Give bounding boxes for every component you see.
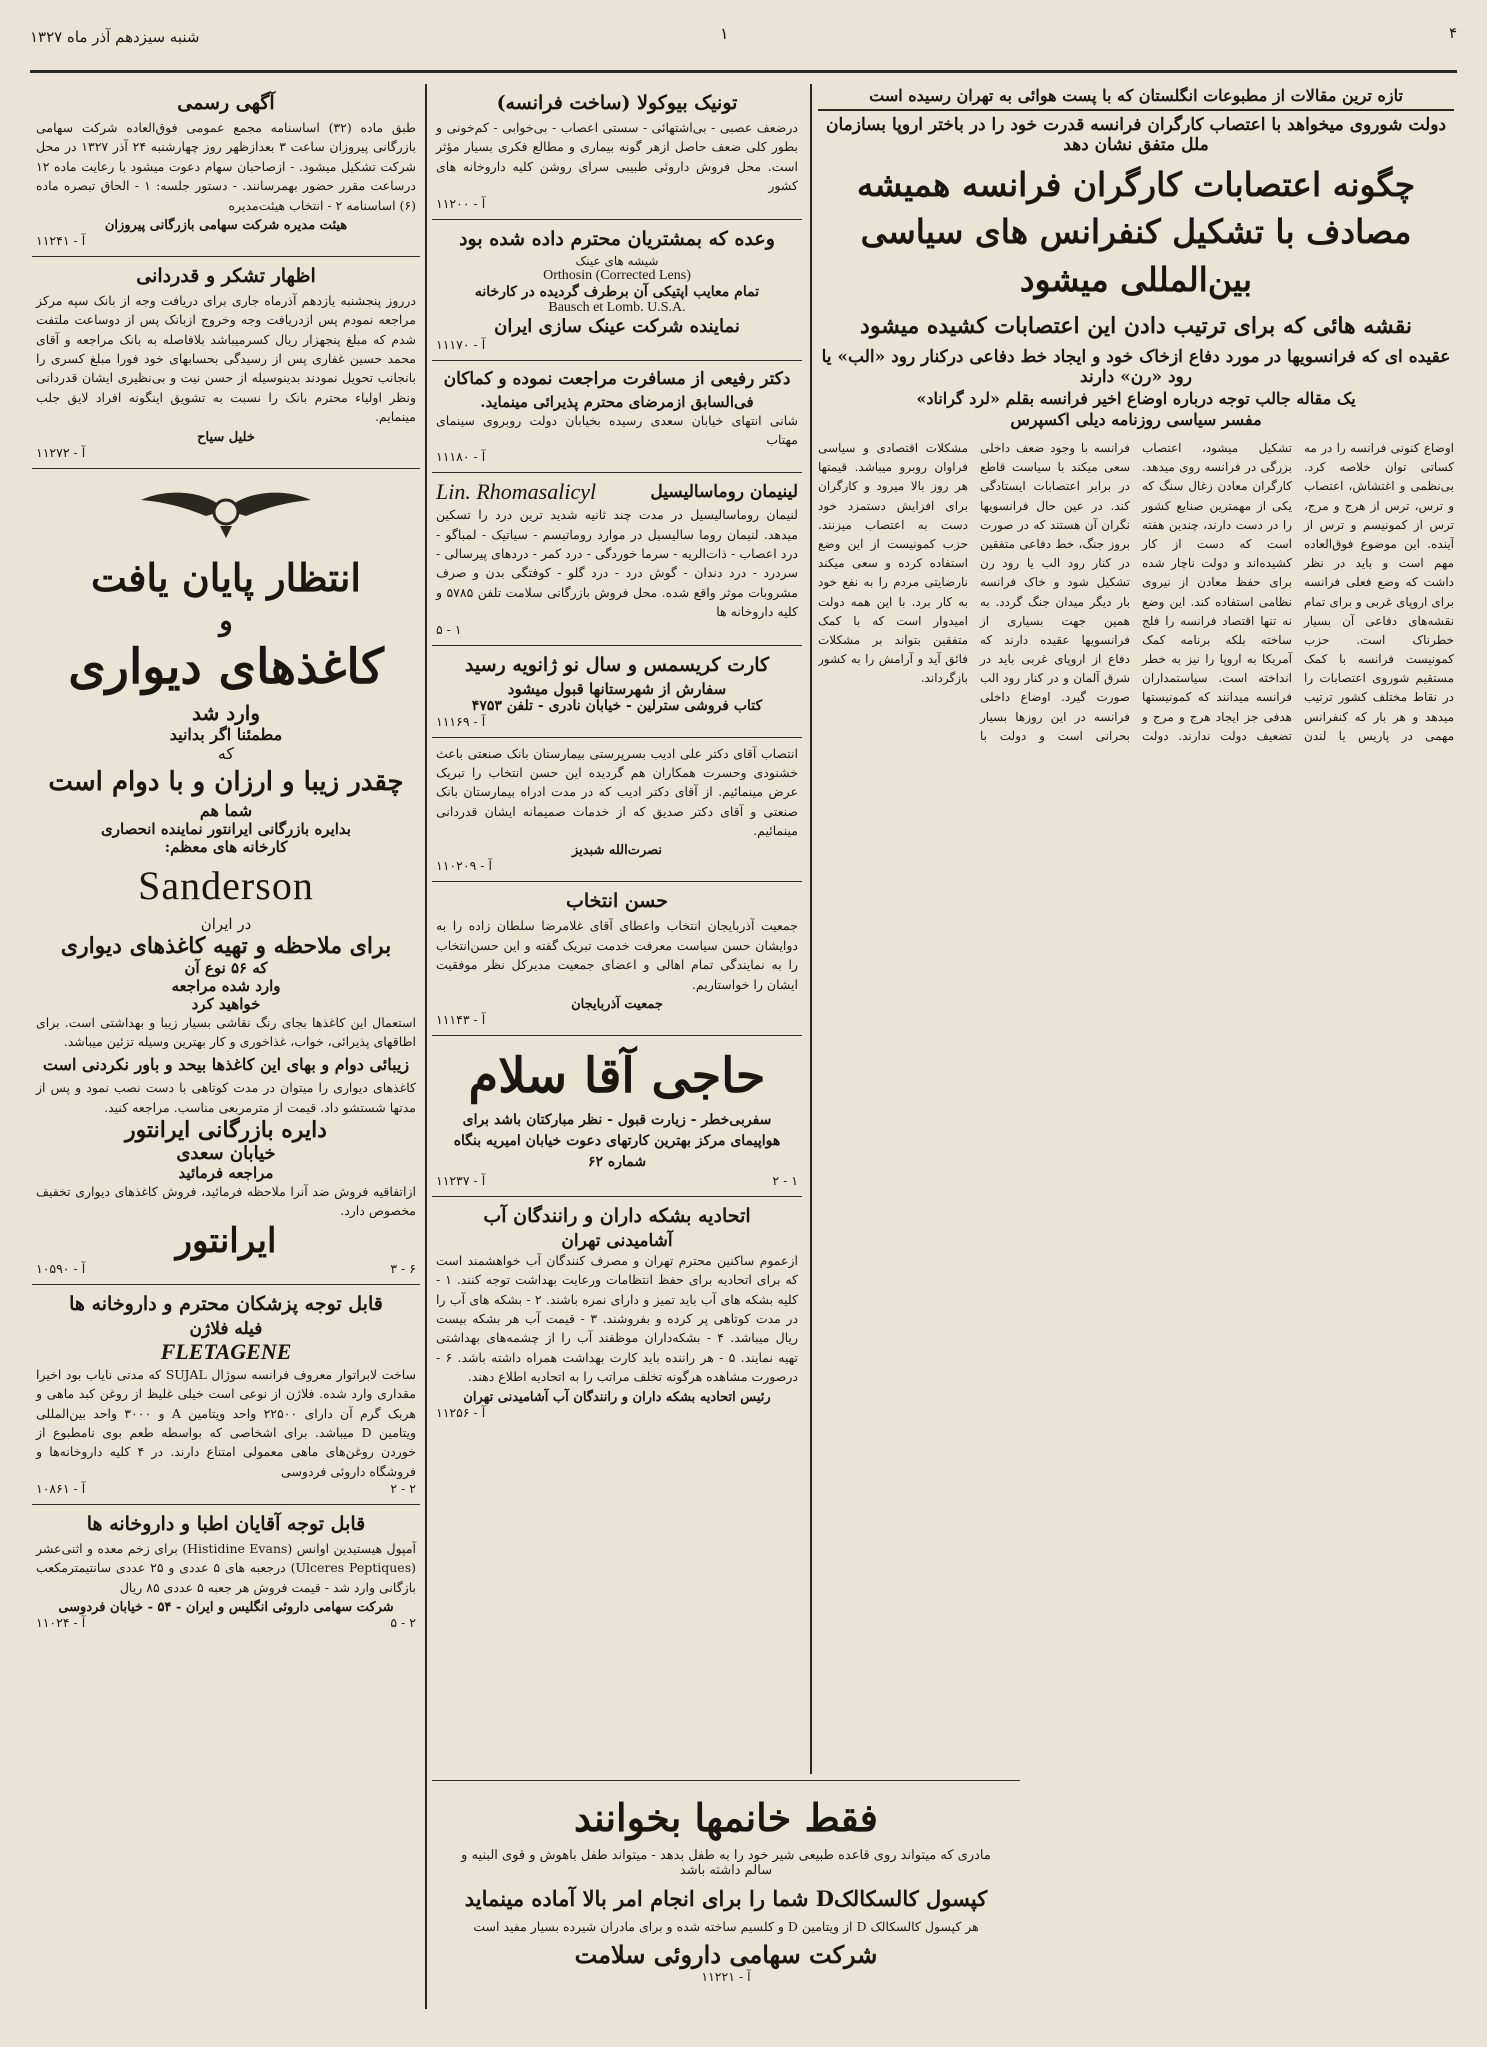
thanks-title: اظهار تشکر و قدردانی: [136, 264, 316, 287]
thanks-code: آ - ۱۱۲۷۲: [36, 444, 86, 460]
wallpaper-line6: که: [217, 743, 235, 763]
mothers-line: کپسول کالسکالکD شما را برای انجام امر بالا آماده مینماید: [464, 1886, 988, 1911]
lens-code: آ - ۱۱۱۷۰: [436, 336, 486, 352]
mothers-company: شرکت سهامی داروئی سلامت: [574, 1940, 878, 1969]
page-header: [30, 24, 1457, 64]
kicker-rule: [818, 109, 1454, 111]
water-ad: [432, 1197, 802, 1428]
doctor-title: دکتر رفیعی از مسافرت مراجعت نموده و کماکان: [443, 368, 791, 389]
wallpaper-line10: کارخانه های معظم:: [164, 837, 288, 856]
election-signature: جمعیت آذربایجان: [571, 996, 663, 1012]
fletagene-ad: [32, 1285, 420, 1505]
wallpaper-line9: بدایره بازرگانی ایرانتور نماینده انحصاری: [101, 819, 351, 838]
rhoma-body: لنیمان روماسالیسیل در مدت چند ثانیه شدید ترین درد را تسکین میدهد. لنیمان روما سالیسیل در موارد روماتیسم - سیاتیک - لمباگو - درد اعصاب - ذات‌الریه - سرما خوردگی - درد کمر - دردهای پیرسالی - سردرد - درد دندان - گوش درد - درد گلو - کوفتگی بدن و صرف مشروبات موثر واقع شده. محل فروش بازرگانی سلامت تلفن ۵۷۸۵ و کلیه داروخانه ها: [436, 507, 798, 620]
fletagene-title: قابل توجه پزشکان محترم و داروخانه ها: [69, 1292, 383, 1315]
column-rule-2: [810, 84, 812, 1774]
cards-line: سفارش از شهرستانها قبول میشود: [507, 679, 727, 698]
wallpaper-line4: وارد شد: [192, 700, 260, 725]
notice-ad: [32, 84, 420, 257]
cards-title: کارت کریسمس و سال نو ژانویه رسید: [464, 653, 770, 676]
wallpaper-body: استعمال این کاغذها بجای رنگ نقاشی بسیار زیبا و بهداشتی است. برای اطاقهای پذیرائی، خواب، غذاخوری و کار بهترین وسیله تزئین میباشد.: [36, 1014, 416, 1049]
wallpaper-line13: که ۵۶ نوع آن: [184, 958, 268, 977]
wallpaper-line8: شما هم: [199, 800, 253, 820]
water-code: آ - ۱۱۲۵۶: [436, 1404, 486, 1420]
election-title: حسن انتخاب: [565, 890, 668, 913]
wallpaper-body2: کاغذهای دیواری را میتوان در مدت کوتاهی با دست نصب نمود و پس از مدتها شستشو داد. قیمت از مترمربعی مناسب. مراجعه کنید.: [36, 1080, 416, 1115]
lens-sub: شیشه های عینک: [575, 253, 659, 268]
cards-code: آ - ۱۱۱۶۹: [436, 713, 486, 729]
wallpaper-line5: مطمئنا اگر بدانید: [169, 724, 283, 744]
water-body: ازعموم ساکنین محترم تهران و مصرف کنندگان آب خواهشمند است که برای اتحادیه برای حفظ انتظامات ورعایت بهداشت توجه کنند. ۱ - کلیه بشکه های آب باید تمیز و دارای نمره باشند. ۲ - بشکه های آب را در مدت کوتاهی پر کرده و بفروشند. ۳ - قیمت آب هر بشکه بیست ریال میباشد. ۴ - بشکه‌داران موظفند آب را از چشمه‌های بهداشتی تهیه نمایند. ۵ - هر راننده باید کارت بهداشت همراه داشته باشد. ۶ - درصورت مشاهده هرگونه تخلف مراتب را به اتحادیه اطلاع دهند.: [436, 1252, 799, 1385]
fletagene-brand: FLETAGENE: [160, 1338, 292, 1364]
cards-body: کتاب فروشی سترلین - خیابان نادری - تلفن ۴۷۵۳: [471, 697, 763, 714]
article-headline: چگونه اعتصابات کارگران فرانسه همیشه مصادف با تشکیل کنفرانس های سیاسی بین‌المللی میشود: [856, 164, 1416, 300]
wallpaper-line11: در ایران: [200, 914, 252, 933]
notice-signature: هیئت مدیره شرکت سهامی بازرگانی پیروزان: [104, 217, 348, 233]
election-code: آ - ۱۱۱۴۳: [436, 1011, 486, 1027]
tonic-ad: [432, 84, 802, 220]
lens-ad: [432, 220, 802, 361]
haji-code: آ - ۱۱۲۳۷: [436, 1172, 486, 1188]
notice-body: طبق ماده (۳۲) اساسنامه مجمع عمومی فوق‌العاده شرکت سهامی بازرگانی پیروزان ساعت ۳ بعدازظهر روز چهارشنبه ۲۴ آذر ۱۳۲۷ در محل شرکت تشکیل میشود. - ازصاحبان سهام دعوت میشود با رعایت ماده ۱۲ درساعت مقرر حضور بهمرسانند. - دستور جلسه: ۱ - الحاق تبصره ماده (۶) اساسنامه ۲ - انتخاب هیئت‌مدیره: [36, 120, 417, 213]
election-body: جمعیت آذربایجان انتخاب واعطای آقای غلامرضا سلطان زاده را به دوایشان حسن سیاست معرفت خدمت تبریک گفته و این حسن‌انتخاب را به نمایندگی تمام اهالی و اعضای جمعیت مدیرکل نظر موفقیت ایشان را خواستاریم.: [436, 918, 798, 992]
notice2-body: انتصاب آقای دکتر علی ادیب بسرپرستی بیمارستان بانک صنعتی باعث خشنودی وحسرت همکاران هم گردیده این حسن انتخاب را تبریک عرض مینمائیم. از آقای دکتر ادیب که در مدت ادراه بیمارستان بانک صنعتی و آقای دکتر صدیق که از خدمات صمیمانه ایشان قدردانی مینمائیم.: [436, 745, 798, 838]
wallpaper-line19: مراجعه فرمائید: [178, 1164, 274, 1182]
tonic-code: آ - ۱۱۲۰۰: [436, 195, 486, 211]
wallpaper-code: آ - ۱۰۵۹۰: [36, 1260, 86, 1276]
wallpaper-body3: ازاتفاقیه فروش ضد آنرا ملاحظه فرمائید، فروش کاغذهای دیواری تخفیف مخصوص دارد.: [36, 1184, 416, 1219]
article-note: یک مقاله جالب توجه درباره اوضاع اخیر فرانسه بقلم «لرد گراناد»: [916, 389, 1356, 409]
article-sub2: عقیده ای که فرانسویها در مورد دفاع ازخاک خود و ایجاد خط دفاعی درکنار رود «الب» یا رود «رن» دارند: [821, 347, 1451, 388]
election-ad: [432, 882, 802, 1036]
article-kicker: تازه ترین مقالات از مطبوعات انگلستان که با پست هوائی به تهران رسیده است: [869, 86, 1403, 105]
page-number-right: ۴: [1448, 24, 1457, 42]
lens-title: وعده که بمشتریان محترم داده شده بود: [459, 227, 775, 250]
rhoma-title: لینیمان روماسالیسیل: [650, 482, 798, 503]
notice2-code: آ - ۱۱۰۲۰۹: [436, 858, 492, 874]
main-article-column: [818, 84, 1454, 2009]
notice-code: آ - ۱۱۲۴۱: [36, 232, 86, 248]
mothers-ad: [432, 1780, 1020, 2011]
notice2-ad: [432, 738, 802, 883]
ads-column-left: [32, 84, 420, 2009]
header-rule: [30, 70, 1457, 73]
tonic-body: درضعف عصبی - بی‌اشتهائی - سستی اعصاب - بی‌خوابی - کم‌خونی و بطور کلی ضعف حاصل ازهر گونه بیماری و مطالع فکری بسیار مؤثر است. محل فروش داروئی طبیبی سرای روشن کلیه داروخانه های کشور: [436, 120, 798, 194]
lens-rep: نماینده شرکت عینک سازی ایران: [494, 315, 740, 337]
sanderson-brand: Sanderson: [138, 862, 314, 908]
histidine-code2: ۵ - ۲: [390, 1615, 416, 1631]
water-title: اتحادیه بشکه داران و رانندگان آب: [483, 1204, 751, 1227]
haji-ad: [432, 1036, 802, 1197]
thanks-body: درروز پنجشنبه یازدهم آذرماه جاری برای دریافت وجه از بانک سپه مرکز مراجعه نمودم پس ازدریافت وجه وخروج ازبانک پس از دوساعت ملتفت شدم که مبلغ پنجهزار ریال کسرمیباشد بلافاصله به بانک مراجعه و آقای محمد حسین غفاری پس از رسیدگی بحسابهای خود فورا مبلغ کسری را بانجانب تحویل نمودند بدینوسیله از حسن نیت و بی‌نظیری ایشان قدردانی ونظر اولیاء محترم بانک را نسبت به تشویق اینگونه افراد لایق جلب مینمایم.: [36, 292, 416, 425]
wallpaper-ad: [32, 469, 420, 1285]
thanks-ad: [32, 257, 420, 469]
mothers-code: آ - ۱۱۲۲۱: [701, 1969, 751, 1984]
wallpaper-line7: چقدر زیبا و ارزان و با دوام است: [48, 766, 404, 797]
mothers-body2: هر کپسول کالسکالک D از ویتامین D و کلسیم ساخته شده و برای مادران شیرده بسیار مفید است: [473, 1919, 979, 1934]
wallpaper-line2: و: [219, 603, 233, 637]
rhoma-latin: Lin. Rhomasalicyl: [436, 479, 597, 505]
haji-code2: ۲ - ۱: [772, 1172, 798, 1188]
wallpaper-line1: انتظار پایان یافت: [90, 554, 361, 600]
wallpaper-code2: ۳ - ۶: [390, 1260, 416, 1276]
notice2-signature: نصرت‌الله شبدیز: [571, 843, 663, 859]
fletagene-subtitle: فیله فلاژن: [189, 1318, 263, 1339]
doctor-code: آ - ۱۱۱۸۰: [436, 449, 486, 465]
issue-date: شنبه سیزدهم آذر ماه ۱۳۲۷: [30, 28, 200, 46]
wallpaper-line20: ایرانتور: [175, 1220, 277, 1261]
haji-title: حاجی آقا سلام: [468, 1047, 766, 1104]
fletagene-body: ساخت لابراتوار معروف فرانسه سوژال SUJAL که مدتی نایاب بود اخیرا مقداری وارد شده. فلاژن از نوعی است خیلی غلیظ از روغن کبد ماهی و هربک گرم آن دارای ۲۲۵۰۰ واحد ویتامین A و ۳۰۰۰ واحد بین‌المللی ویتامین D میباشد. برای اشخاصی که بواسطه طعم بوی نامطبوع از خوردن روغن‌های ماهی معمولی امتناع دارند. در ۴ کلیه داروخانه‌ها و فروشگاه داروئی فردوسی: [36, 1366, 417, 1479]
doctor-ad: [432, 361, 802, 474]
fletagene-code: آ - ۱۰۸۶۱: [36, 1481, 86, 1496]
histidine-body: آمپول هیستیدین اوانس (Histidine Evans) برای زخم معده و اثنی‌عشر (Ulceres Peptiques) درجعبه های ۵ عددی و ۲۵ عددی سانتیمترمکعب بازگانی وارد شد - قیمت فروش هر جعبه ۵ عددی ۸۵ ریال: [36, 1541, 417, 1595]
lens-latin1: Orthosin (Corrected Lens): [543, 267, 691, 283]
water-signature: رئیس اتحادیه بشکه داران و رانندگان آب آشامیدنی تهران: [463, 1389, 771, 1405]
article-intro: دولت شوروی میخواهد با اعتصاب کارگران فرانسه قدرت خود را در باختر اروپا بسازمان ملل متفق نشان دهد: [825, 114, 1447, 155]
haji-body: سفربی‌خطر - زیارت قبول - نظر مبارکتان باشد برای هواپیمای مرکز بهترین کارتهای دعوت خیابان امیریه بنگاه شماره ۶۲: [453, 1111, 781, 1170]
doctor-line: فی‌السابق ازمرضای محترم پذیرائی مینماید.: [480, 392, 754, 411]
lens-latin2: Bausch et Lomb. U.S.A.: [548, 299, 686, 315]
article-body: اوضاع کنونی فرانسه را در مه کساتی توان خلاصه کرد. بی‌نظمی و اغتشاش، اعتصاب و ترس، ترس از هرج و مرج، ترس از کمونیسم و ترس از آینده. این موضوع فوق‌العاده مهم است و باید در نظر داشت که وضع فعلی فرانسه برای اروپای غربی و برای تمام نقشه‌های دفاعی آن بسیار خطرناک است. حزب کمونیست فرانسه با کمک مستقیم شوروی اعتصابات را در نقاط مختلف کشور ترتیب میدهد و هر بار که کنفرانس مهمی در پاریس یا لندن تشکیل میشود، اعتصاب بزرگی در فرانسه روی میدهد. کارگران معادن زغال سنگ که یکی از مهمترین صنایع کشور را در دست دارند، چندین هفته است که دست از کار کشیده‌اند و دولت ناچار شده برای حفظ معادن از نیروی نظامی استفاده کند. این وضع نه تنها اقتصاد فرانسه را فلج ساخته بلکه برنامه کمک آمریکا به اروپا را نیز به خطر انداخته است. سیاستمداران فرانسه میدانند که کمونیستها هدفی جز ایجاد هرج و مرج و تضعیف دولت ندارند. دولت فرانسه با وجود ضعف داخلی سعی میکند با سیاست قاطع در برابر اعتصابات ایستادگی کند. در عین حال فرانسویها نگران آن هستند که در صورت بروز جنگ، خط دفاعی متفقین در کنار رود الب یا رود رن تشکیل شود و خاک فرانسه بار دیگر میدان جنگ گردد. به همین جهت بسیاری از فرانسویها عقیده دارند که دفاع از اروپای غربی باید در شرق آلمان و در کنار رود الب صورت گیرد. اوضاع داخلی فرانسه در این روزها بسیار بحرانی است و دولت با مشکلات اقتصادی و سیاسی فراوان روبرو میباشد. قیمتها هر روز بالا میرود و کارگران برای افزایش دستمزد خود دست به اعتصاب میزنند. حزب کمونیست از این وضع استفاده کرده و سعی میکند نارضایتی مردم را به نفع خود به کار برد. با این همه دولت امیدوار است که با کمک متفقین بتواند بر مشکلات فائق آید و آرامش را به کشور بازگرداند.: [818, 441, 1454, 743]
rhoma-code: ۵ - ۱: [436, 621, 462, 637]
wallpaper-line18: خیابان سعدی: [176, 1143, 276, 1164]
notice-title: آگهی رسمی: [177, 92, 275, 114]
wallpaper-line12: برای ملاحظه و تهیه کاغذهای دیواری: [60, 932, 392, 959]
doctor-body: شانی انتهای خیابان سعدی رسیده بخیابان دولت روبروی سینمای مهتاب: [436, 412, 798, 447]
fletagene-code2: ۲ - ۲: [390, 1481, 416, 1496]
histidine-code: آ - ۱۱۰۲۴: [36, 1615, 86, 1631]
water-sub: آشامیدنی تهران: [561, 1230, 673, 1251]
histidine-ad: [32, 1505, 420, 1638]
wallpaper-line3: کاغذهای دیواری: [68, 638, 384, 695]
article-sub1: نقشه هائی که برای ترتیب دادن این اعتصابات کشیده میشود: [860, 313, 1412, 340]
mothers-body: مادری که میتواند روی قاعده طبیعی شیر خود را به طفل بدهد - میتواند طفل باهوش و قوی البنیه و سالم داشته باشد: [461, 1848, 991, 1878]
cards-ad: [432, 646, 802, 738]
column-rule-1: [425, 84, 427, 2009]
ads-column-middle: [432, 84, 802, 1784]
wallpaper-line15: خواهید کرد: [191, 994, 261, 1013]
wallpaper-line16: زیبائی دوام و بهای این کاغذها بیحد و باور نکردنی است: [42, 1055, 410, 1075]
rhomasalicyl-ad: [432, 473, 802, 645]
page-number: ۱: [720, 24, 729, 43]
wallpaper-line17: دایره بازرگانی ایرانتور: [125, 1117, 327, 1143]
lens-line: تمام معایب اپتیکی آن برطرف گردیده در کارخانه: [474, 283, 760, 300]
thanks-signature: خلیل سیاح: [197, 429, 255, 445]
histidine-body2: شرکت سهامی داروئی انگلیس و ایران - ۵۴ - خیابان فردوسی: [58, 1600, 394, 1616]
histidine-title: قابل توجه آقایان اطبا و داروخانه ها: [86, 1513, 366, 1535]
wallpaper-line14: وارد شده مراجعه: [171, 976, 281, 995]
winged-emblem-icon: [36, 475, 416, 545]
tonic-title: تونیک بیوکولا (ساخت فرانسه): [496, 92, 738, 114]
article-author: مفسر سیاسی روزنامه دیلی اکسپرس: [1010, 410, 1262, 430]
mothers-title: فقط خانمها بخوانند: [574, 1795, 878, 1840]
